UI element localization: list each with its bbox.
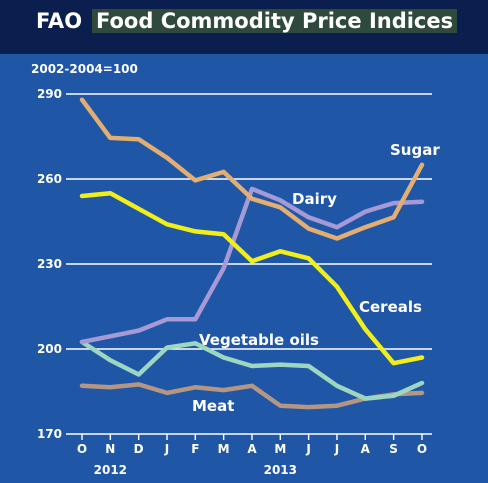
x-tick-label: J xyxy=(306,442,311,456)
x-tick-label: S xyxy=(389,442,398,456)
series-label-meat: Meat xyxy=(192,397,235,415)
series-label-vegetable-oils: Vegetable oils xyxy=(199,331,319,349)
y-tick-label-200: 200 xyxy=(36,342,62,356)
series-line-vegetable-oils xyxy=(82,342,422,399)
y-tick-label-170: 170 xyxy=(36,427,62,441)
series-line-sugar xyxy=(82,100,422,239)
series-line-meat xyxy=(82,384,422,407)
x-tick-label: A xyxy=(247,442,257,456)
y-axis-unit-label: 2002-2004=100 xyxy=(31,62,138,76)
x-tick-label: A xyxy=(360,442,370,456)
series-label-cereals: Cereals xyxy=(359,298,422,316)
y-tick-label-290: 290 xyxy=(36,87,62,101)
chart-title-prefix: FAO xyxy=(36,9,83,33)
y-tick-label-260: 260 xyxy=(36,172,62,186)
x-tick-label: N xyxy=(105,442,116,456)
x-tick-label: M xyxy=(217,442,230,456)
series-label-dairy: Dairy xyxy=(292,190,337,208)
x-tick-label: D xyxy=(133,442,144,456)
x-tick-label: J xyxy=(334,442,340,456)
x-tick-label: M xyxy=(274,442,287,456)
series-label-sugar: Sugar xyxy=(390,141,440,159)
y-tick-label-230: 230 xyxy=(36,257,62,271)
year-label-2012: 2012 xyxy=(93,463,128,477)
x-tick-label: O xyxy=(76,442,88,456)
year-label-2013: 2013 xyxy=(263,463,298,477)
x-tick-label: O xyxy=(416,442,428,456)
x-tick-label: J xyxy=(164,442,170,456)
x-tick-label: F xyxy=(191,442,200,456)
chart-title: Food Commodity Price Indices xyxy=(92,9,457,33)
series-line-dairy xyxy=(82,189,422,342)
